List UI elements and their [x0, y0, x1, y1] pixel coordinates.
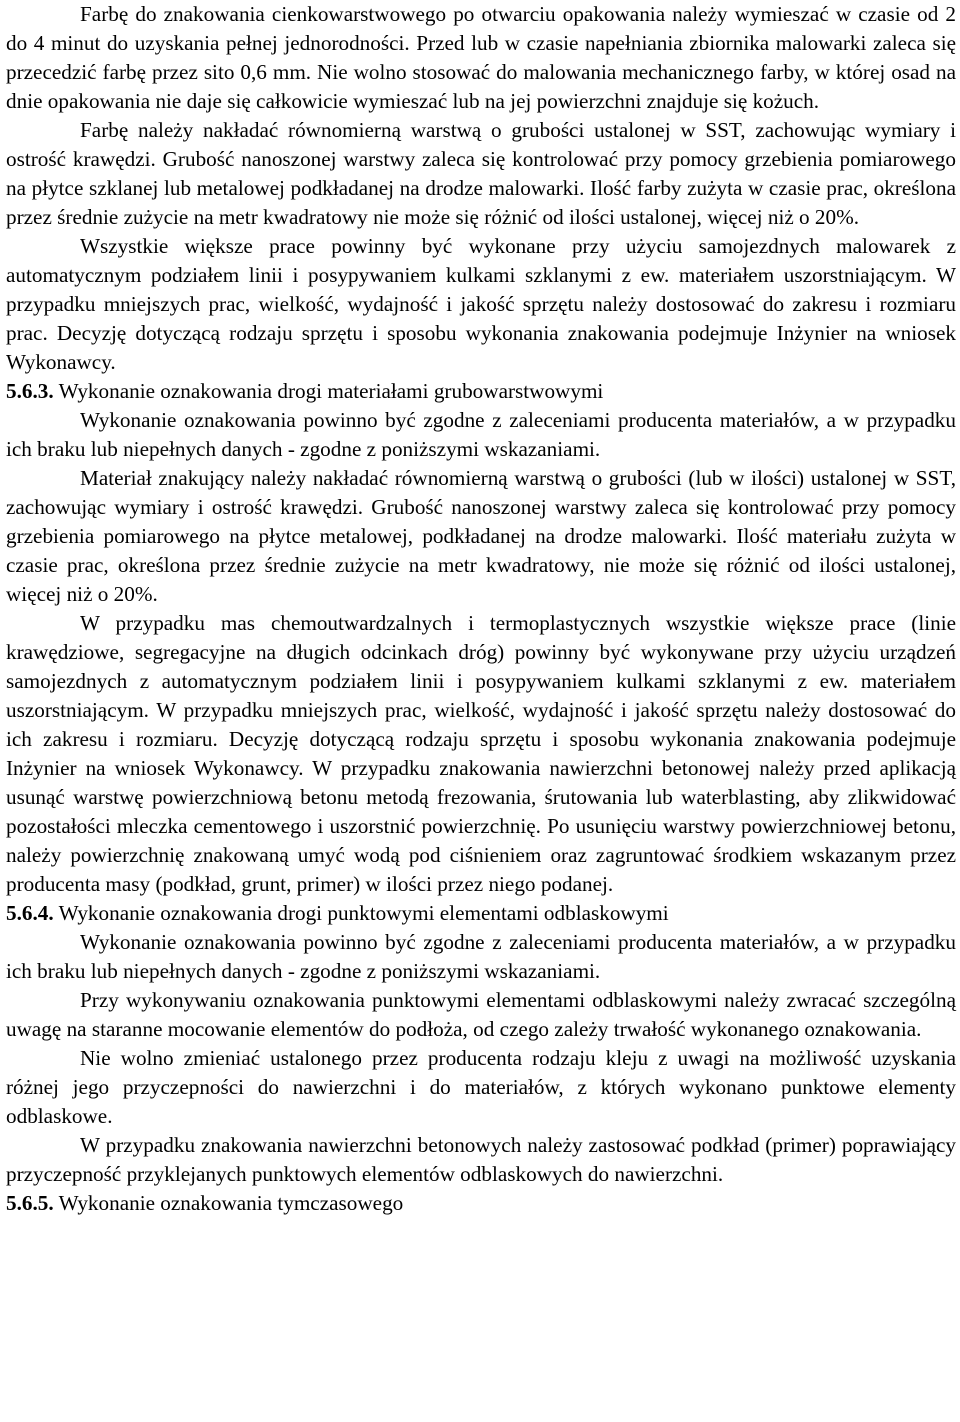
- paragraph-chemical-thermoplastic: W przypadku mas chemoutwardzalnych i termoplastycznych wszystkie większe prace (linie krawędziowe, segregacyjne na długich odcinkach dróg) powinny być wykonywane przy użyciu urządzeń samojezdnych z automatycznym podziałem linii i posypywaniem kulkami szklanymi z ew. materiałem uszorstniającym. W przypadku mniejszych prac, wielkość, wydajność i jakość sprzętu należy dostosować do ich zakresu i rozmiaru. Decyzję dotyczącą rodzaju sprzętu i sposobu wykonania znakowania podejmuje Inżynier na wniosek Wykonawcy. W przypadku znakowania nawierzchni betonowej należy przed aplikacją usunąć warstwę powierzchniową betonu metodą frezowania, śrutowania lub waterblasting, aby zlikwidować pozostałości mleczka cementowego i uszorstnić powierzchnię. Po usunięciu warstwy powierzchniowej betonu, należy powierzchnię znakowaną umyć wodą pod ciśnieniem oraz zagruntować środkiem wskazanym przez producenta masy (podkład, grunt, primer) w ilości przez niego podanej.: [6, 611, 956, 896]
- section-number: 5.6.5.: [6, 1191, 54, 1215]
- paragraph-element-mounting: Przy wykonywaniu oznakowania punktowymi elementami odblaskowymi należy zwracać szczególną uwagę na staranne mocowanie elementów do podłoża, od czego zależy trwałość wykonanego oznakowania.: [6, 988, 956, 1041]
- paragraph-thick-layer-application: Materiał znakujący należy nakładać równomierną warstwą o grubości (lub w ilości) ustalonej w SST, zachowując wymiary i ostrość krawędzi. Grubość nanoszonej warstwy zaleca się kontrolować przy pomocy grzebienia pomiarowego na płytce metalowej, podkładanej na drodze malowarki. Ilość materiału zużyta w czasie prac, określona przez średnie zużycie na metr kwadratowy, nie może się różnić od ilości ustalonej, więcej niż o 20%.: [6, 466, 956, 606]
- paragraph-manufacturer-compliance: Wykonanie oznakowania powinno być zgodne z zaleceniami producenta materiałów, a w przypadku ich braku lub niepełnych danych - zgodne z poniższymi wskazaniami.: [6, 408, 956, 461]
- section-heading-5-6-3: [6, 377, 956, 406]
- section-heading-5-6-4: [6, 899, 956, 928]
- section-title: Wykonanie oznakowania drogi punktowymi elementami odblaskowymi: [58, 901, 669, 925]
- paragraph-manufacturer-compliance-points: Wykonanie oznakowania powinno być zgodne z zaleceniami producenta materiałów, a w przypadku ich braku lub niepełnych danych - zgodne z poniższymi wskazaniami.: [6, 930, 956, 983]
- paragraph-glue-type: Nie wolno zmieniać ustalonego przez producenta rodzaju kleju z uwagi na możliwość uzyskania różnej jego przyczepności do nawierzchni i do materiałów, z których wykonano punktowe elementy odblaskowe.: [6, 1046, 956, 1128]
- section-title: Wykonanie oznakowania drogi materiałami grubowarstwowymi: [58, 379, 604, 403]
- section-number: 5.6.4.: [6, 901, 54, 925]
- document-page: [6, 0, 956, 1218]
- section-number: 5.6.3.: [6, 379, 54, 403]
- paragraph-concrete-primer: W przypadku znakowania nawierzchni betonowych należy zastosować podkład (primer) poprawiający przyczepność przyklejanych punktowych elementów odblaskowych do nawierzchni.: [6, 1133, 956, 1186]
- paragraph-paint-application: Farbę należy nakładać równomierną warstwą o grubości ustalonej w SST, zachowując wymiary i ostrość krawędzi. Grubość nanoszonej warstwy zaleca się kontrolować przy pomocy grzebienia pomiarowego na płytce szklanej lub metalowej podkładanej na drodze malowarki. Ilość farby zużyta w czasie prac, określona przez średnie zużycie na metr kwadratowy nie może się różnić od ilości ustalonej, więcej niż o 20%.: [6, 118, 956, 229]
- section-heading-5-6-5: [6, 1189, 956, 1218]
- paragraph-paint-mixing: Farbę do znakowania cienkowarstwowego po otwarciu opakowania należy wymieszać w czasie od 2 do 4 minut do uzyskania pełnej jednorodności. Przed lub w czasie napełniania zbiornika malowarki zaleca się przecedzić farbę przez sito 0,6 mm. Nie wolno stosować do malowania mechanicznego farby, w której osad na dnie opakowania nie daje się całkowicie wymieszać lub na jej powierzchni znajduje się kożuch.: [6, 2, 956, 113]
- section-title: Wykonanie oznakowania tymczasowego: [58, 1191, 404, 1215]
- paragraph-machine-requirements: Wszystkie większe prace powinny być wykonane przy użyciu samojezdnych malowarek z automatycznym podziałem linii i posypywaniem kulkami szklanymi z ew. materiałem uszorstniającym. W przypadku mniejszych prac, wielkość, wydajność i jakość sprzętu należy dostosować do zakresu i rozmiaru prac. Decyzję dotyczącą rodzaju sprzętu i sposobu wykonania znakowania podejmuje Inżynier na wniosek Wykonawcy.: [6, 234, 956, 374]
